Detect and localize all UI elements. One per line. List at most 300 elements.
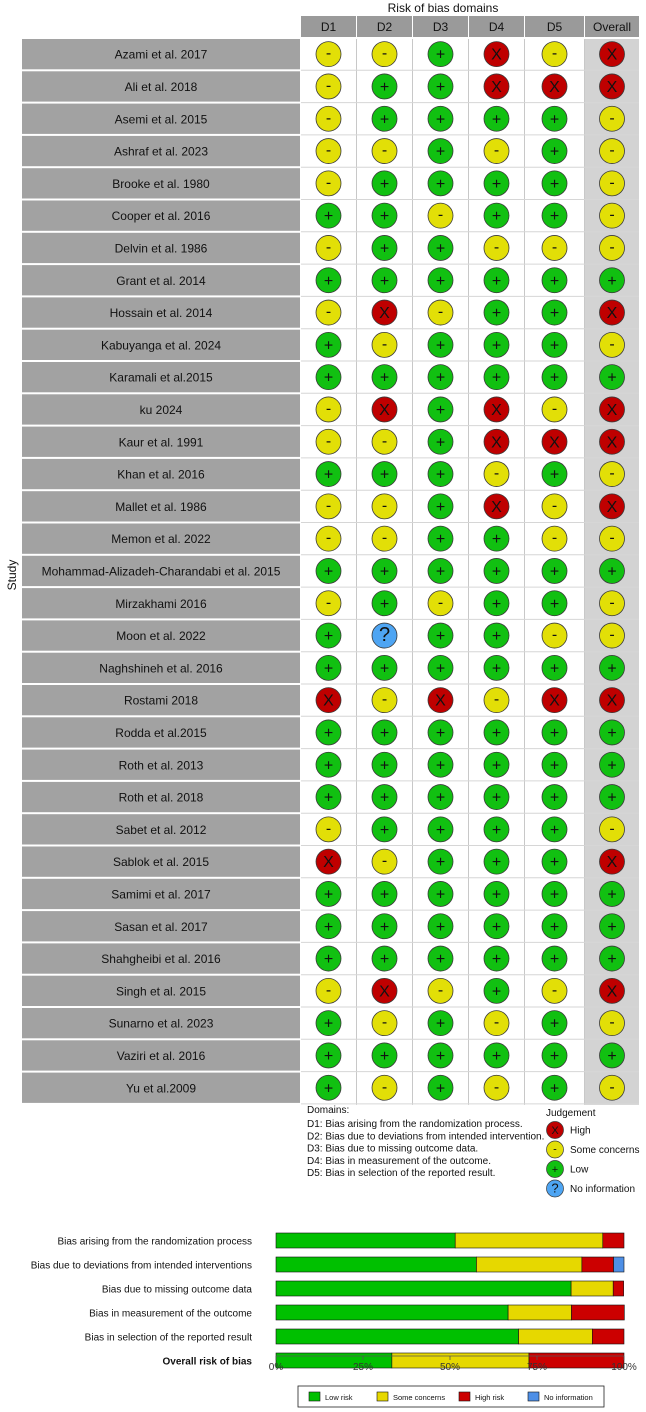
judgement-symbol: + bbox=[549, 918, 560, 936]
judgement-symbol: + bbox=[379, 821, 390, 839]
study-label: Memon et al. 2022 bbox=[111, 532, 211, 547]
summary-bar-low bbox=[276, 1329, 519, 1344]
judgement-symbol: + bbox=[323, 369, 334, 387]
judgement-symbol: + bbox=[491, 983, 502, 1001]
judgement-symbol: + bbox=[379, 175, 390, 193]
judgement-symbol: + bbox=[491, 757, 502, 775]
judgement-symbol: - bbox=[381, 691, 388, 709]
study-label: Rodda et al.2015 bbox=[115, 725, 207, 740]
judgement-symbol: - bbox=[609, 820, 615, 838]
judgement-symbol: + bbox=[607, 918, 617, 936]
judgement-symbol: + bbox=[435, 434, 446, 452]
judgement-symbol: + bbox=[491, 305, 502, 323]
x-tick-label: 50% bbox=[439, 1362, 461, 1373]
judgement-symbol: + bbox=[491, 724, 502, 742]
judgement-symbol: - bbox=[325, 432, 332, 450]
summary-category-label: Bias in measurement of the outcome bbox=[89, 1308, 252, 1320]
judgement-symbol: + bbox=[323, 337, 334, 355]
judgement-symbol: - bbox=[551, 529, 558, 547]
summary-bar-low bbox=[276, 1353, 392, 1368]
judgement-symbol: + bbox=[323, 628, 334, 646]
judgement-symbol: + bbox=[549, 563, 560, 581]
judgement-symbol: - bbox=[381, 1078, 388, 1096]
column-headers bbox=[301, 16, 639, 37]
summary-bar-plot bbox=[31, 1233, 637, 1407]
judgement-symbol: + bbox=[435, 724, 446, 742]
traffic-light-plot bbox=[5, 1, 639, 1197]
x-tick-label: 25% bbox=[352, 1362, 374, 1373]
judgement-symbol: X bbox=[549, 692, 560, 710]
judgement-symbol: + bbox=[435, 951, 446, 969]
judgement-legend-symbol: - bbox=[553, 1143, 557, 1156]
summary-bar-low bbox=[276, 1305, 508, 1320]
judgement-symbol: + bbox=[491, 789, 502, 807]
judgement-symbol: + bbox=[323, 1047, 334, 1065]
judgement-symbol: + bbox=[549, 111, 560, 129]
judgement-symbol: + bbox=[379, 757, 390, 775]
judgement-symbol: - bbox=[325, 109, 332, 127]
judgement-symbol: - bbox=[325, 142, 332, 160]
summary-legend-some-swatch bbox=[377, 1392, 388, 1401]
summary-category-label: Bias due to deviations from intended interventions bbox=[30, 1260, 252, 1272]
judgement-symbol: X bbox=[379, 401, 390, 419]
summary-bar-high bbox=[603, 1233, 624, 1248]
judgement-title: Judgement bbox=[546, 1108, 596, 1119]
judgement-symbol: + bbox=[323, 208, 334, 226]
judgement-symbol: + bbox=[323, 272, 334, 290]
summary-bar-low bbox=[276, 1281, 571, 1296]
judgement-symbol: + bbox=[491, 208, 502, 226]
judgement-symbol: + bbox=[379, 272, 390, 290]
summary-category-labels bbox=[31, 1237, 253, 1368]
judgement-symbol: + bbox=[435, 369, 446, 387]
judgement-symbol: + bbox=[607, 272, 617, 290]
study-label: Ali et al. 2018 bbox=[124, 79, 198, 94]
judgement-symbol: X bbox=[435, 692, 446, 710]
study-label: Singh et al. 2015 bbox=[115, 984, 207, 999]
study-label: Naghshineh et al. 2016 bbox=[99, 661, 223, 676]
judgement-symbol: + bbox=[549, 466, 560, 484]
summary-legend-label: Low risk bbox=[325, 1393, 353, 1402]
judgement-legend-label: Some concerns bbox=[570, 1145, 640, 1156]
judgement-symbol: + bbox=[379, 886, 390, 904]
judgement-symbol: + bbox=[607, 886, 617, 904]
study-label: Kabuyanga et al. 2024 bbox=[100, 338, 222, 353]
summary-category-label: Bias in selection of the reported result bbox=[84, 1332, 252, 1344]
judgement-symbol: - bbox=[609, 1014, 615, 1032]
judgement-symbol: + bbox=[323, 1015, 334, 1033]
judgement-symbol: X bbox=[606, 983, 618, 1001]
study-rows bbox=[22, 39, 639, 1105]
judgement-symbol: + bbox=[435, 628, 446, 646]
judgement-symbol: + bbox=[607, 369, 617, 387]
study-label: Sablok et al. 2015 bbox=[112, 855, 210, 870]
judgement-symbol: + bbox=[323, 918, 334, 936]
judgement-symbol: - bbox=[381, 852, 388, 870]
judgement-symbol: + bbox=[379, 724, 390, 742]
judgement-symbol: - bbox=[493, 691, 500, 709]
judgement-symbol: - bbox=[437, 981, 444, 999]
study-label: Cooper et al. 2016 bbox=[111, 209, 211, 224]
judgement-symbol: + bbox=[491, 563, 502, 581]
judgement-symbol: + bbox=[379, 466, 390, 484]
judgement-symbol: + bbox=[323, 951, 334, 969]
judgement-symbol: + bbox=[549, 175, 560, 193]
judgement-symbol: - bbox=[551, 400, 558, 418]
x-tick-label: 100% bbox=[611, 1362, 637, 1373]
judgement-symbol: - bbox=[551, 45, 558, 63]
judgement-symbol: + bbox=[435, 143, 446, 161]
judgement-symbol: + bbox=[549, 272, 560, 290]
study-label: Azami et al. 2017 bbox=[114, 47, 208, 62]
judgement-symbol: - bbox=[325, 174, 332, 192]
summary-legend-label: High risk bbox=[475, 1393, 505, 1402]
judgement-symbol: - bbox=[609, 174, 615, 192]
judgement-symbol: - bbox=[381, 497, 388, 515]
summary-legend-label: No information bbox=[544, 1393, 593, 1402]
judgement-symbol: X bbox=[491, 498, 502, 516]
judgement-symbol: + bbox=[435, 401, 446, 419]
judgement-symbol: + bbox=[607, 951, 617, 969]
judgement-symbol: + bbox=[435, 821, 446, 839]
domains-legend bbox=[307, 1105, 544, 1179]
summary-legend bbox=[298, 1386, 604, 1407]
traffic-title: Risk of bias domains bbox=[387, 1, 499, 15]
judgement-symbol: + bbox=[491, 369, 502, 387]
judgement-symbol: + bbox=[379, 208, 390, 226]
judgement-symbol: - bbox=[551, 238, 558, 256]
judgement-symbol: + bbox=[379, 369, 390, 387]
judgement-symbol: X bbox=[606, 498, 618, 516]
judgement-symbol: + bbox=[435, 1080, 446, 1098]
judgement-symbol: - bbox=[437, 303, 444, 321]
judgement-symbol: - bbox=[609, 626, 615, 644]
study-label: Shahgheibi et al. 2016 bbox=[101, 952, 221, 967]
judgement-symbol: + bbox=[607, 789, 617, 807]
judgement-symbol: - bbox=[609, 1078, 615, 1096]
judgement-symbol: + bbox=[435, 1047, 446, 1065]
judgement-symbol: - bbox=[609, 594, 615, 612]
judgement-symbol: + bbox=[323, 660, 334, 678]
judgement-symbol: + bbox=[549, 1047, 560, 1065]
judgement-symbol: - bbox=[493, 1078, 500, 1096]
judgement-symbol: + bbox=[549, 337, 560, 355]
judgement-symbol: + bbox=[435, 175, 446, 193]
judgement-symbol: + bbox=[323, 789, 334, 807]
judgement-symbol: X bbox=[323, 692, 334, 710]
judgement-symbol: - bbox=[325, 400, 332, 418]
judgement-symbol: X bbox=[491, 434, 502, 452]
study-label: Samimi et al. 2017 bbox=[111, 887, 211, 902]
judgement-symbol: + bbox=[549, 886, 560, 904]
judgement-symbol: - bbox=[381, 335, 388, 353]
column-header-d3: D3 bbox=[432, 20, 449, 34]
judgement-symbol: + bbox=[549, 854, 560, 872]
judgement-symbol: X bbox=[606, 434, 618, 452]
judgement-symbol: + bbox=[491, 337, 502, 355]
study-label: Brooke et al. 1980 bbox=[112, 176, 210, 191]
judgement-symbol: X bbox=[606, 305, 618, 323]
judgement-symbol: + bbox=[491, 660, 502, 678]
summary-category-label: Overall risk of bias bbox=[162, 1356, 252, 1368]
judgement-legend-label: Low bbox=[570, 1164, 589, 1176]
judgement-symbol: + bbox=[435, 272, 446, 290]
judgement-symbol: + bbox=[379, 78, 390, 96]
study-label: Rostami 2018 bbox=[123, 693, 199, 708]
judgement-symbol: + bbox=[323, 724, 334, 742]
judgement-symbol: - bbox=[381, 45, 388, 63]
domain-description: D1: Bias arising from the randomization process. bbox=[307, 1119, 523, 1130]
judgement-symbol: + bbox=[607, 1047, 617, 1065]
judgement-symbol: - bbox=[493, 465, 500, 483]
judgement-symbol: - bbox=[381, 1014, 388, 1032]
judgement-legend-symbol: X bbox=[551, 1125, 559, 1137]
judgement-symbol: - bbox=[325, 529, 332, 547]
judgement-symbol: - bbox=[325, 77, 332, 95]
study-label: Mallet et al. 1986 bbox=[115, 499, 207, 514]
column-header-overall: Overall bbox=[592, 20, 632, 34]
judgement-legend-label: No information bbox=[570, 1184, 636, 1195]
judgement-legend bbox=[546, 1108, 639, 1197]
judgement-symbol: + bbox=[491, 595, 502, 613]
judgement-symbol: + bbox=[491, 854, 502, 872]
judgement-symbol: + bbox=[379, 563, 390, 581]
judgement-symbol: X bbox=[606, 46, 618, 64]
study-label: Yu et al.2009 bbox=[125, 1081, 197, 1096]
judgement-symbol: - bbox=[551, 981, 558, 999]
judgement-symbol: - bbox=[493, 142, 500, 160]
judgement-symbol: X bbox=[491, 401, 502, 419]
judgement-symbol: + bbox=[491, 531, 502, 549]
judgement-symbol: X bbox=[323, 854, 334, 872]
judgement-symbol: X bbox=[491, 46, 502, 64]
judgement-symbol: - bbox=[437, 594, 444, 612]
domain-description: D4: Bias in measurement of the outcome. bbox=[307, 1155, 491, 1167]
column-header-d1: D1 bbox=[320, 20, 337, 34]
judgement-symbol: + bbox=[549, 369, 560, 387]
x-tick-label: 75% bbox=[526, 1362, 548, 1373]
judgement-symbol: - bbox=[325, 238, 332, 256]
judgement-symbol: + bbox=[607, 757, 617, 775]
study-label: Sasan et al. 2017 bbox=[114, 919, 208, 934]
study-label: Vaziri et al. 2016 bbox=[116, 1048, 206, 1063]
judgement-symbol: + bbox=[491, 918, 502, 936]
judgement-symbol: - bbox=[609, 206, 615, 224]
judgement-symbol: + bbox=[491, 821, 502, 839]
judgement-symbol: + bbox=[379, 951, 390, 969]
judgement-symbol: + bbox=[379, 111, 390, 129]
summary-legend-noinfo-swatch bbox=[528, 1392, 539, 1401]
judgement-symbol: X bbox=[549, 434, 560, 452]
judgement-symbol: + bbox=[379, 660, 390, 678]
judgement-legend-symbol: + bbox=[551, 1164, 559, 1176]
judgement-symbol: - bbox=[609, 142, 615, 160]
judgement-symbol: - bbox=[381, 432, 388, 450]
judgement-symbol: + bbox=[435, 46, 446, 64]
judgement-symbol: + bbox=[491, 175, 502, 193]
judgement-symbol: + bbox=[491, 272, 502, 290]
judgement-symbol: + bbox=[549, 951, 560, 969]
summary-bars bbox=[276, 1233, 624, 1368]
x-tick-label: 0% bbox=[268, 1362, 284, 1373]
judgement-symbol: - bbox=[609, 238, 615, 256]
judgement-symbol: - bbox=[437, 206, 444, 224]
judgement-symbol: - bbox=[325, 497, 332, 515]
summary-bar-low bbox=[276, 1233, 455, 1248]
judgement-symbol: + bbox=[491, 628, 502, 646]
study-label: Roth et al. 2018 bbox=[118, 790, 204, 805]
summary-bar-some bbox=[508, 1305, 571, 1320]
judgement-symbol: + bbox=[435, 660, 446, 678]
judgement-symbol: - bbox=[381, 142, 388, 160]
judgement-symbol: + bbox=[549, 821, 560, 839]
judgement-symbol: + bbox=[379, 240, 390, 258]
summary-bar-some bbox=[455, 1233, 603, 1248]
judgement-symbol: + bbox=[323, 757, 334, 775]
judgement-symbol: + bbox=[435, 337, 446, 355]
column-header-d2: D2 bbox=[376, 20, 393, 34]
judgement-symbol: + bbox=[549, 757, 560, 775]
summary-bar-high bbox=[613, 1281, 623, 1296]
judgement-symbol: + bbox=[435, 854, 446, 872]
domain-description: D5: Bias in selection of the reported result. bbox=[307, 1168, 496, 1180]
judgement-symbol: + bbox=[435, 757, 446, 775]
judgement-symbol: X bbox=[606, 692, 618, 710]
judgement-symbol: + bbox=[607, 660, 617, 678]
study-label: Hossain et al. 2014 bbox=[109, 306, 213, 321]
judgement-legend-symbol: ? bbox=[551, 1180, 559, 1196]
judgement-symbol: + bbox=[491, 951, 502, 969]
judgement-symbol: - bbox=[325, 45, 332, 63]
judgement-legend-label: High bbox=[570, 1125, 591, 1137]
judgement-symbol: + bbox=[323, 563, 334, 581]
judgement-symbol: + bbox=[435, 918, 446, 936]
judgement-symbol: + bbox=[607, 563, 617, 581]
study-label: Grant et al. 2014 bbox=[116, 273, 206, 288]
judgement-symbol: - bbox=[325, 981, 332, 999]
judgement-symbol: - bbox=[609, 465, 615, 483]
study-label: Karamali et al.2015 bbox=[109, 370, 213, 385]
summary-bar-some bbox=[571, 1281, 613, 1296]
judgement-symbol: + bbox=[549, 143, 560, 161]
summary-legend-label: Some concerns bbox=[393, 1393, 446, 1402]
summary-bar-high bbox=[571, 1305, 624, 1320]
domain-description: D2: Bias due to deviations from intended intervention. bbox=[307, 1131, 545, 1143]
judgement-symbol: + bbox=[607, 724, 617, 742]
study-label: Mirzakhami 2016 bbox=[115, 596, 207, 611]
judgement-symbol: + bbox=[379, 1047, 390, 1065]
summary-bar-some bbox=[519, 1329, 593, 1344]
judgement-symbol: - bbox=[325, 303, 332, 321]
judgement-symbol: + bbox=[549, 305, 560, 323]
judgement-symbol: - bbox=[325, 594, 332, 612]
judgement-symbol: + bbox=[435, 563, 446, 581]
summary-legend-high-swatch bbox=[459, 1392, 470, 1401]
judgement-symbol: + bbox=[549, 789, 560, 807]
study-label: Delvin et al. 1986 bbox=[114, 241, 208, 256]
judgement-symbol: - bbox=[381, 529, 388, 547]
summary-category-label: Bias arising from the randomization process bbox=[57, 1236, 252, 1248]
judgement-symbol: + bbox=[379, 789, 390, 807]
summary-bar-high bbox=[592, 1329, 624, 1344]
judgement-symbol: - bbox=[609, 335, 615, 353]
judgement-symbol: X bbox=[606, 401, 618, 419]
judgement-symbol: - bbox=[493, 1014, 500, 1032]
domains-title: Domains: bbox=[307, 1105, 350, 1116]
summary-category-label: Bias due to missing outcome data bbox=[101, 1284, 252, 1296]
domain-description: D3: Bias due to missing outcome data. bbox=[307, 1143, 479, 1155]
judgement-symbol: - bbox=[609, 529, 615, 547]
column-header-d5: D5 bbox=[546, 20, 563, 34]
judgement-symbol: X bbox=[549, 78, 560, 96]
judgement-symbol: + bbox=[323, 466, 334, 484]
judgement-symbol: + bbox=[549, 724, 560, 742]
judgement-symbol: + bbox=[549, 208, 560, 226]
judgement-symbol: + bbox=[323, 886, 334, 904]
summary-legend-low-swatch bbox=[309, 1392, 320, 1401]
study-label: ku 2024 bbox=[139, 402, 183, 417]
judgement-symbol: X bbox=[606, 854, 618, 872]
judgement-symbol: + bbox=[549, 595, 560, 613]
study-label: Sunarno et al. 2023 bbox=[108, 1016, 214, 1031]
judgement-symbol: + bbox=[435, 531, 446, 549]
judgement-symbol: X bbox=[379, 983, 390, 1001]
judgement-symbol: - bbox=[609, 109, 615, 127]
y-axis-label: Study bbox=[5, 559, 19, 591]
judgement-symbol: - bbox=[551, 497, 558, 515]
judgement-symbol: + bbox=[435, 789, 446, 807]
summary-bar-some bbox=[476, 1257, 581, 1272]
judgement-symbol: - bbox=[551, 626, 558, 644]
judgement-symbol: + bbox=[435, 1015, 446, 1033]
study-label: Kaur et al. 1991 bbox=[118, 435, 204, 450]
judgement-symbol: + bbox=[435, 111, 446, 129]
study-label: Asemi et al. 2015 bbox=[114, 112, 208, 127]
judgement-symbol: + bbox=[435, 886, 446, 904]
study-label: Khan et al. 2016 bbox=[117, 467, 205, 482]
judgement-symbol: + bbox=[549, 1015, 560, 1033]
judgement-symbol: X bbox=[491, 78, 502, 96]
summary-bar-high bbox=[582, 1257, 614, 1272]
judgement-symbol: + bbox=[323, 1080, 334, 1098]
study-label: Ashraf et al. 2023 bbox=[113, 144, 209, 159]
judgement-symbol: + bbox=[435, 498, 446, 516]
judgement-symbol: + bbox=[491, 1047, 502, 1065]
judgement-symbol: + bbox=[549, 660, 560, 678]
study-label: Moon et al. 2022 bbox=[116, 629, 206, 644]
summary-bar-some bbox=[392, 1353, 529, 1368]
judgement-symbol: + bbox=[379, 595, 390, 613]
judgement-symbol: X bbox=[606, 78, 618, 96]
summary-bar-low bbox=[276, 1257, 476, 1272]
study-label: Mohammad-Alizadeh-Charandabi et al. 2015 bbox=[41, 564, 281, 579]
judgement-symbol: - bbox=[493, 238, 500, 256]
judgement-symbol: - bbox=[325, 820, 332, 838]
summary-bar-noinfo bbox=[614, 1257, 624, 1272]
study-label: Roth et al. 2013 bbox=[118, 758, 204, 773]
column-header-d4: D4 bbox=[488, 20, 505, 34]
judgement-symbol: + bbox=[435, 466, 446, 484]
study-label: Sabet et al. 2012 bbox=[115, 822, 207, 837]
judgement-symbol: + bbox=[379, 918, 390, 936]
judgement-symbol: + bbox=[491, 886, 502, 904]
judgement-symbol: ? bbox=[378, 624, 391, 647]
judgement-symbol: X bbox=[379, 305, 390, 323]
judgement-symbol: + bbox=[549, 1080, 560, 1098]
judgement-symbol: + bbox=[435, 240, 446, 258]
judgement-symbol: + bbox=[435, 78, 446, 96]
judgement-symbol: + bbox=[491, 111, 502, 129]
